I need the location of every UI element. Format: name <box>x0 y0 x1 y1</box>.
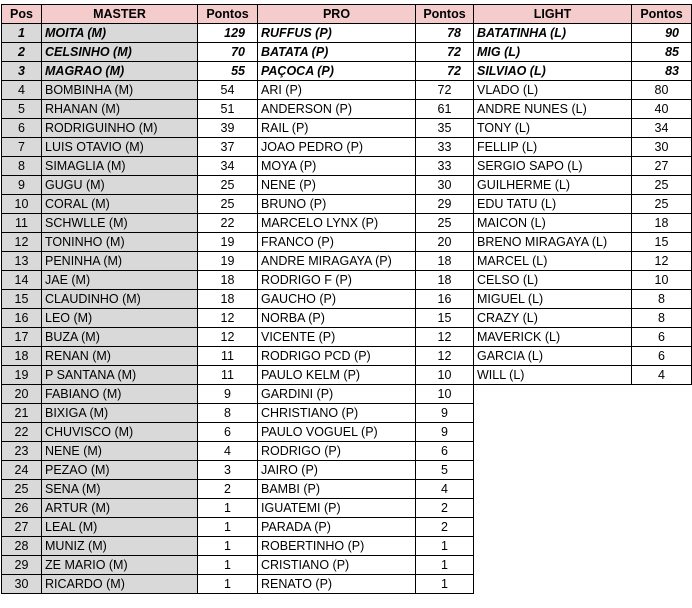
table-row <box>2 575 692 594</box>
position-cell: 21 <box>2 404 42 423</box>
master-name-cell: MOITA (M) <box>42 24 198 43</box>
master-name-cell: MAGRAO (M) <box>42 62 198 81</box>
master-points-cell: 11 <box>198 366 258 385</box>
ranking-body <box>2 24 692 594</box>
table-row <box>2 423 692 442</box>
master-points-cell: 34 <box>198 157 258 176</box>
table-row <box>2 347 692 366</box>
table-row <box>2 43 692 62</box>
master-name-cell: NENE (M) <box>42 442 198 461</box>
pro-points-cell: 12 <box>416 328 474 347</box>
light-points-cell: 34 <box>632 119 692 138</box>
light-name-cell: MAICON (L) <box>474 214 632 233</box>
pro-name-cell: NORBA (P) <box>258 309 416 328</box>
light-name-cell: EDU TATU (L) <box>474 195 632 214</box>
pro-name-cell: NENE (P) <box>258 176 416 195</box>
table-row <box>2 290 692 309</box>
master-name-cell: CORAL (M) <box>42 195 198 214</box>
position-cell: 8 <box>2 157 42 176</box>
header-light: LIGHT <box>474 5 632 24</box>
light-points-cell: 15 <box>632 233 692 252</box>
light-points-cell: 25 <box>632 195 692 214</box>
position-cell: 5 <box>2 100 42 119</box>
pro-points-cell: 33 <box>416 138 474 157</box>
light-name-cell: MIGUEL (L) <box>474 290 632 309</box>
table-row <box>2 176 692 195</box>
master-name-cell: P SANTANA (M) <box>42 366 198 385</box>
master-name-cell: BUZA (M) <box>42 328 198 347</box>
pro-name-cell: PAULO KELM (P) <box>258 366 416 385</box>
pro-points-cell: 15 <box>416 309 474 328</box>
pro-points-cell: 25 <box>416 214 474 233</box>
master-name-cell: FABIANO (M) <box>42 385 198 404</box>
position-cell: 10 <box>2 195 42 214</box>
position-cell: 1 <box>2 24 42 43</box>
pro-name-cell: ANDERSON (P) <box>258 100 416 119</box>
master-name-cell: RICARDO (M) <box>42 575 198 594</box>
position-cell: 11 <box>2 214 42 233</box>
table-row <box>2 309 692 328</box>
position-cell: 22 <box>2 423 42 442</box>
pro-name-cell: RODRIGO F (P) <box>258 271 416 290</box>
master-name-cell: RHANAN (M) <box>42 100 198 119</box>
header-pro: PRO <box>258 5 416 24</box>
table-row <box>2 366 692 385</box>
master-name-cell: TONINHO (M) <box>42 233 198 252</box>
table-row <box>2 214 692 233</box>
master-name-cell: BOMBINHA (M) <box>42 81 198 100</box>
master-points-cell: 8 <box>198 404 258 423</box>
master-points-cell: 19 <box>198 233 258 252</box>
pro-points-cell: 12 <box>416 347 474 366</box>
header-light-points: Pontos <box>632 5 692 24</box>
position-cell: 6 <box>2 119 42 138</box>
master-name-cell: SIMAGLIA (M) <box>42 157 198 176</box>
master-points-cell: 22 <box>198 214 258 233</box>
header-master: MASTER <box>42 5 198 24</box>
master-points-cell: 19 <box>198 252 258 271</box>
master-points-cell: 25 <box>198 176 258 195</box>
master-name-cell: CELSINHO (M) <box>42 43 198 62</box>
master-name-cell: BIXIGA (M) <box>42 404 198 423</box>
pro-name-cell: ARI (P) <box>258 81 416 100</box>
light-points-cell: 25 <box>632 176 692 195</box>
position-cell: 24 <box>2 461 42 480</box>
pro-points-cell: 29 <box>416 195 474 214</box>
table-row <box>2 461 692 480</box>
position-cell: 2 <box>2 43 42 62</box>
light-name-cell: ANDRE NUNES (L) <box>474 100 632 119</box>
ranking-table <box>1 4 692 594</box>
pro-name-cell: BAMBI (P) <box>258 480 416 499</box>
header-pos: Pos <box>2 5 42 24</box>
pro-name-cell: FRANCO (P) <box>258 233 416 252</box>
position-cell: 19 <box>2 366 42 385</box>
table-row <box>2 442 692 461</box>
master-name-cell: GUGU (M) <box>42 176 198 195</box>
light-points-cell: 6 <box>632 347 692 366</box>
pro-name-cell: CRISTIANO (P) <box>258 556 416 575</box>
position-cell: 14 <box>2 271 42 290</box>
pro-name-cell: GAUCHO (P) <box>258 290 416 309</box>
table-row <box>2 556 692 575</box>
master-name-cell: JAE (M) <box>42 271 198 290</box>
master-points-cell: 25 <box>198 195 258 214</box>
table-row <box>2 480 692 499</box>
position-cell: 23 <box>2 442 42 461</box>
light-points-cell: 90 <box>632 24 692 43</box>
position-cell: 4 <box>2 81 42 100</box>
light-name-cell: MARCEL (L) <box>474 252 632 271</box>
position-cell: 15 <box>2 290 42 309</box>
light-points-cell <box>632 404 692 423</box>
master-points-cell: 18 <box>198 271 258 290</box>
position-cell: 25 <box>2 480 42 499</box>
light-points-cell: 18 <box>632 214 692 233</box>
position-cell: 13 <box>2 252 42 271</box>
master-name-cell: PENINHA (M) <box>42 252 198 271</box>
light-points-cell <box>632 499 692 518</box>
pro-points-cell: 61 <box>416 100 474 119</box>
light-points-cell <box>632 480 692 499</box>
table-row <box>2 404 692 423</box>
position-cell: 28 <box>2 537 42 556</box>
master-name-cell: MUNIZ (M) <box>42 537 198 556</box>
light-points-cell: 83 <box>632 62 692 81</box>
master-name-cell: CHUVISCO (M) <box>42 423 198 442</box>
pro-points-cell: 9 <box>416 423 474 442</box>
pro-name-cell: RAIL (P) <box>258 119 416 138</box>
master-name-cell: CLAUDINHO (M) <box>42 290 198 309</box>
light-name-cell: TONY (L) <box>474 119 632 138</box>
pro-points-cell: 9 <box>416 404 474 423</box>
light-name-cell <box>474 499 632 518</box>
table-row <box>2 62 692 81</box>
pro-points-cell: 6 <box>416 442 474 461</box>
light-name-cell <box>474 404 632 423</box>
master-name-cell: SENA (M) <box>42 480 198 499</box>
position-cell: 16 <box>2 309 42 328</box>
pro-name-cell: IGUATEMI (P) <box>258 499 416 518</box>
master-points-cell: 1 <box>198 556 258 575</box>
table-row <box>2 328 692 347</box>
pro-points-cell: 18 <box>416 252 474 271</box>
header-row <box>2 5 692 24</box>
pro-points-cell: 2 <box>416 518 474 537</box>
light-points-cell: 8 <box>632 309 692 328</box>
pro-points-cell: 72 <box>416 43 474 62</box>
light-points-cell <box>632 461 692 480</box>
light-name-cell: MAVERICK (L) <box>474 328 632 347</box>
table-row <box>2 518 692 537</box>
pro-points-cell: 10 <box>416 366 474 385</box>
pro-name-cell: VICENTE (P) <box>258 328 416 347</box>
light-name-cell: CRAZY (L) <box>474 309 632 328</box>
master-points-cell: 3 <box>198 461 258 480</box>
table-row <box>2 81 692 100</box>
light-name-cell <box>474 518 632 537</box>
pro-name-cell: PARADA (P) <box>258 518 416 537</box>
master-points-cell: 1 <box>198 537 258 556</box>
table-row <box>2 157 692 176</box>
master-points-cell: 70 <box>198 43 258 62</box>
light-name-cell: VLADO (L) <box>474 81 632 100</box>
pro-name-cell: PAULO VOGUEL (P) <box>258 423 416 442</box>
pro-points-cell: 72 <box>416 81 474 100</box>
pro-points-cell: 20 <box>416 233 474 252</box>
position-cell: 7 <box>2 138 42 157</box>
table-row <box>2 100 692 119</box>
light-name-cell: FELLIP (L) <box>474 138 632 157</box>
master-name-cell: LUIS OTAVIO (M) <box>42 138 198 157</box>
master-points-cell: 12 <box>198 309 258 328</box>
light-points-cell: 6 <box>632 328 692 347</box>
light-name-cell: MIG (L) <box>474 43 632 62</box>
master-name-cell: LEAL (M) <box>42 518 198 537</box>
light-points-cell: 85 <box>632 43 692 62</box>
position-cell: 20 <box>2 385 42 404</box>
master-name-cell: RENAN (M) <box>42 347 198 366</box>
light-name-cell <box>474 575 632 594</box>
master-points-cell: 2 <box>198 480 258 499</box>
light-points-cell <box>632 575 692 594</box>
table-row <box>2 24 692 43</box>
table-row <box>2 271 692 290</box>
light-name-cell <box>474 385 632 404</box>
master-name-cell: ARTUR (M) <box>42 499 198 518</box>
master-points-cell: 1 <box>198 518 258 537</box>
table-row <box>2 138 692 157</box>
pro-points-cell: 18 <box>416 271 474 290</box>
position-cell: 9 <box>2 176 42 195</box>
table-row <box>2 233 692 252</box>
light-name-cell: BATATINHA (L) <box>474 24 632 43</box>
table-row <box>2 119 692 138</box>
pro-name-cell: RUFFUS (P) <box>258 24 416 43</box>
light-name-cell <box>474 423 632 442</box>
position-cell: 29 <box>2 556 42 575</box>
pro-name-cell: GARDINI (P) <box>258 385 416 404</box>
pro-name-cell: MARCELO LYNX (P) <box>258 214 416 233</box>
light-name-cell: SERGIO SAPO (L) <box>474 157 632 176</box>
pro-name-cell: BATATA (P) <box>258 43 416 62</box>
table-row <box>2 385 692 404</box>
light-points-cell: 40 <box>632 100 692 119</box>
pro-name-cell: JAIRO (P) <box>258 461 416 480</box>
light-points-cell <box>632 537 692 556</box>
table-row <box>2 537 692 556</box>
pro-points-cell: 2 <box>416 499 474 518</box>
pro-name-cell: ANDRE MIRAGAYA (P) <box>258 252 416 271</box>
light-name-cell <box>474 556 632 575</box>
pro-points-cell: 1 <box>416 556 474 575</box>
master-points-cell: 11 <box>198 347 258 366</box>
pro-points-cell: 1 <box>416 537 474 556</box>
table-row <box>2 499 692 518</box>
pro-points-cell: 1 <box>416 575 474 594</box>
position-cell: 17 <box>2 328 42 347</box>
position-cell: 3 <box>2 62 42 81</box>
light-points-cell: 27 <box>632 157 692 176</box>
table-row <box>2 195 692 214</box>
light-points-cell <box>632 385 692 404</box>
master-points-cell: 37 <box>198 138 258 157</box>
light-points-cell <box>632 518 692 537</box>
pro-name-cell: PAÇOCA (P) <box>258 62 416 81</box>
master-name-cell: ZE MARIO (M) <box>42 556 198 575</box>
light-points-cell: 4 <box>632 366 692 385</box>
master-points-cell: 1 <box>198 499 258 518</box>
master-name-cell: SCHWLLE (M) <box>42 214 198 233</box>
pro-name-cell: MOYA (P) <box>258 157 416 176</box>
header-pro-points: Pontos <box>416 5 474 24</box>
master-points-cell: 1 <box>198 575 258 594</box>
light-name-cell: BRENO MIRAGAYA (L) <box>474 233 632 252</box>
pro-name-cell: JOAO PEDRO (P) <box>258 138 416 157</box>
light-name-cell <box>474 442 632 461</box>
pro-name-cell: RENATO (P) <box>258 575 416 594</box>
pro-points-cell: 4 <box>416 480 474 499</box>
pro-points-cell: 10 <box>416 385 474 404</box>
pro-points-cell: 72 <box>416 62 474 81</box>
ranking-sheet <box>1 4 692 594</box>
light-name-cell: GUILHERME (L) <box>474 176 632 195</box>
pro-points-cell: 5 <box>416 461 474 480</box>
master-points-cell: 9 <box>198 385 258 404</box>
master-name-cell: RODRIGUINHO (M) <box>42 119 198 138</box>
pro-name-cell: ROBERTINHO (P) <box>258 537 416 556</box>
master-points-cell: 51 <box>198 100 258 119</box>
light-name-cell <box>474 537 632 556</box>
pro-points-cell: 78 <box>416 24 474 43</box>
master-name-cell: LEO (M) <box>42 309 198 328</box>
pro-name-cell: CHRISTIANO (P) <box>258 404 416 423</box>
light-points-cell <box>632 423 692 442</box>
position-cell: 27 <box>2 518 42 537</box>
master-points-cell: 39 <box>198 119 258 138</box>
table-row <box>2 252 692 271</box>
header-master-points: Pontos <box>198 5 258 24</box>
master-points-cell: 55 <box>198 62 258 81</box>
pro-points-cell: 16 <box>416 290 474 309</box>
light-points-cell <box>632 556 692 575</box>
master-points-cell: 12 <box>198 328 258 347</box>
light-points-cell: 12 <box>632 252 692 271</box>
master-name-cell: PEZAO (M) <box>42 461 198 480</box>
light-points-cell: 8 <box>632 290 692 309</box>
pro-name-cell: RODRIGO (P) <box>258 442 416 461</box>
master-points-cell: 129 <box>198 24 258 43</box>
light-name-cell <box>474 480 632 499</box>
pro-name-cell: RODRIGO PCD (P) <box>258 347 416 366</box>
light-points-cell: 10 <box>632 271 692 290</box>
pro-points-cell: 33 <box>416 157 474 176</box>
position-cell: 18 <box>2 347 42 366</box>
light-points-cell <box>632 442 692 461</box>
master-points-cell: 54 <box>198 81 258 100</box>
master-points-cell: 6 <box>198 423 258 442</box>
light-name-cell: WILL (L) <box>474 366 632 385</box>
light-name-cell: CELSO (L) <box>474 271 632 290</box>
light-name-cell: SILVIAO (L) <box>474 62 632 81</box>
light-points-cell: 80 <box>632 81 692 100</box>
master-points-cell: 4 <box>198 442 258 461</box>
pro-points-cell: 30 <box>416 176 474 195</box>
position-cell: 30 <box>2 575 42 594</box>
master-points-cell: 18 <box>198 290 258 309</box>
light-name-cell <box>474 461 632 480</box>
light-points-cell: 30 <box>632 138 692 157</box>
position-cell: 26 <box>2 499 42 518</box>
pro-name-cell: BRUNO (P) <box>258 195 416 214</box>
light-name-cell: GARCIA (L) <box>474 347 632 366</box>
pro-points-cell: 35 <box>416 119 474 138</box>
position-cell: 12 <box>2 233 42 252</box>
